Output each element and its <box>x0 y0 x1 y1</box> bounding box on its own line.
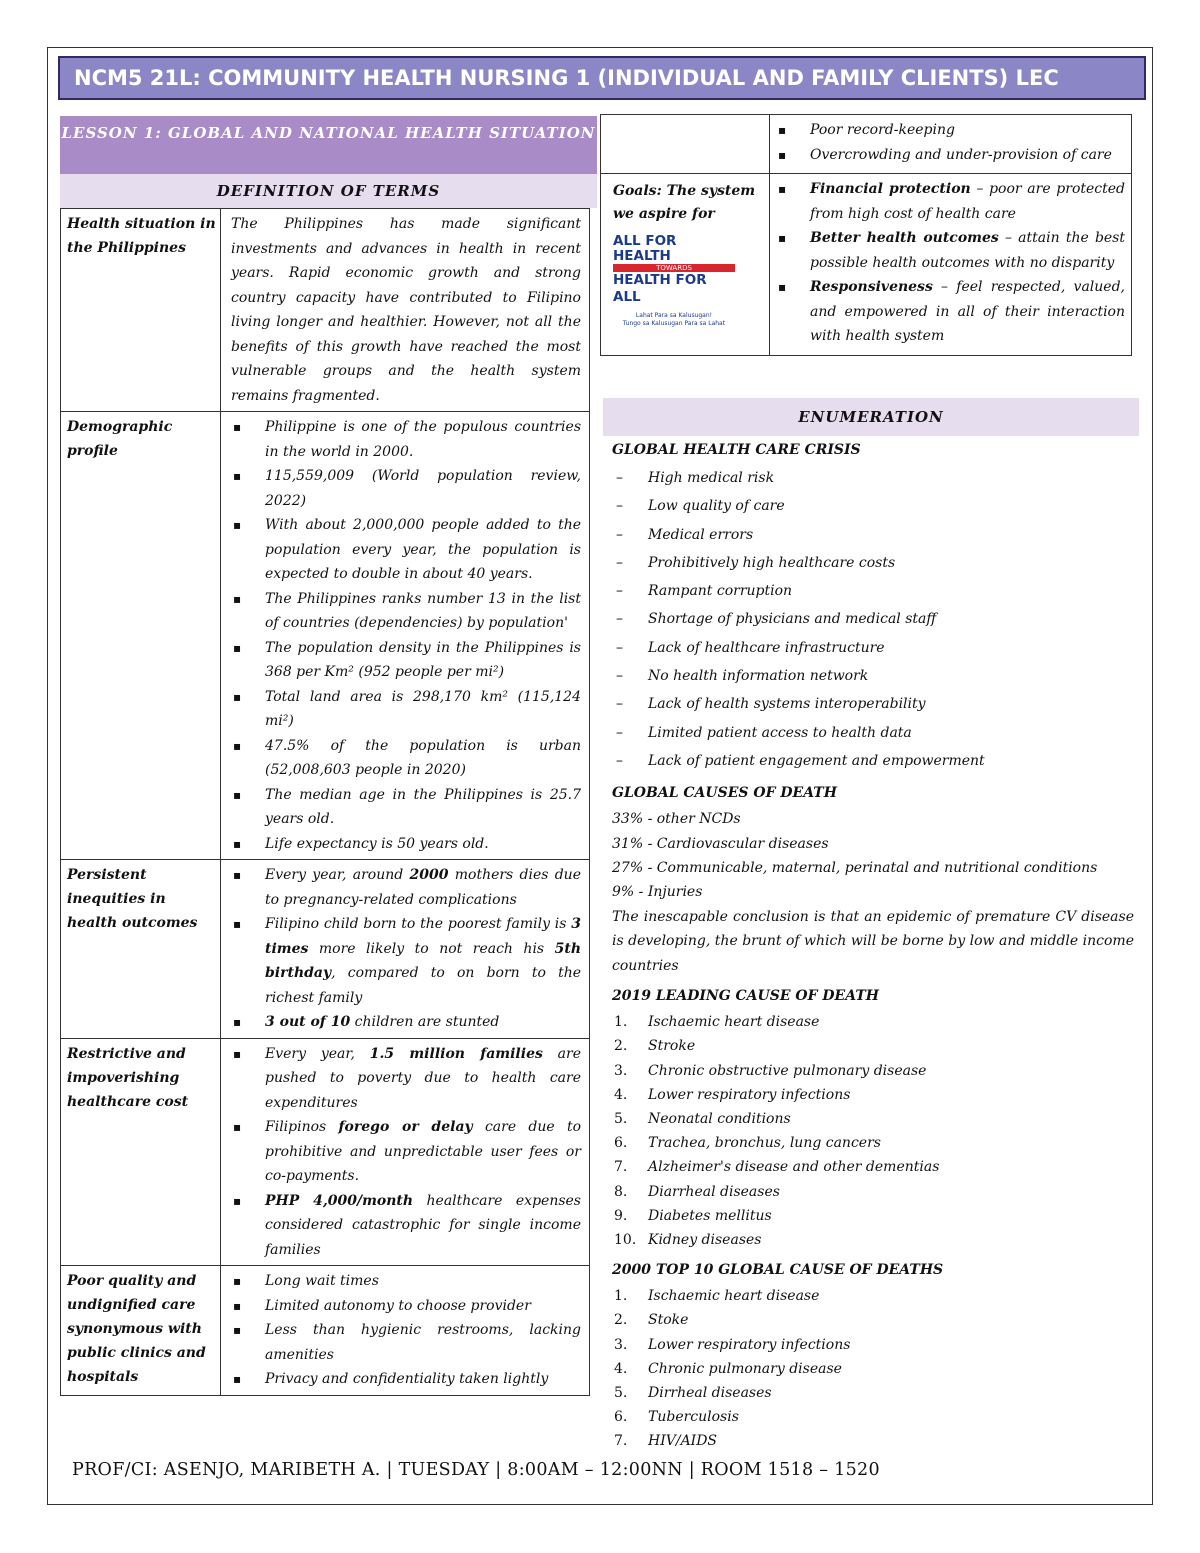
definition-header: DEFINITION OF TERMS <box>60 174 597 208</box>
list-item: 6. Trachea, bronchus, lung cancers <box>614 1135 881 1152</box>
crisis-list <box>612 464 1134 775</box>
section-heading: GLOBAL CAUSES OF DEATH <box>612 785 837 802</box>
definitions-table <box>60 208 590 1396</box>
list-item: ▪ Total land area is 298,170 km² (115,124 mi²) <box>231 685 581 734</box>
list-item: ▪ Limited autonomy to choose provider <box>231 1294 581 1319</box>
list-item: 10. Kidney diseases <box>614 1231 762 1248</box>
list-item: 6. Tuberculosis <box>614 1409 739 1426</box>
list-item: 7. HIV/AIDS <box>614 1433 718 1450</box>
list-item: ▪ Responsiveness – feel respected, valued, and empowered in all of their interaction with health system <box>776 275 1125 349</box>
section-heading: GLOBAL HEALTH CARE CRISIS <box>612 442 861 458</box>
top-2000-list <box>612 1284 1134 1453</box>
list-item: ▪ 3 out of 10 children are stunted <box>231 1010 581 1035</box>
list-item: 1. Ischaemic heart disease <box>614 1014 820 1031</box>
list-item: 2. Stroke <box>614 1038 696 1055</box>
list-item: 9. Diabetes mellitus <box>614 1207 772 1224</box>
list-item: 4. Lower respiratory infections <box>614 1086 851 1103</box>
list-item: ▪ Filipino child born to the poorest family is 3 times more likely to not reach his 5th birthday, compared to on born to the richest family <box>231 912 581 1010</box>
list-item: – Low quality of care <box>612 492 1134 520</box>
def-row-inequities <box>61 860 590 1039</box>
enumeration-section <box>612 436 1134 1454</box>
list-item: ▪ Every year, 1.5 million families are pushed to poverty due to health care expenditures <box>231 1042 581 1116</box>
def-row-health-situation <box>61 209 590 412</box>
course-title: NCM5 21L: COMMUNITY HEALTH NURSING 1 (INDIVIDUAL AND FAMILY CLIENTS) LEC <box>58 56 1146 100</box>
goals-table <box>600 114 1132 356</box>
list-item: ▪ Privacy and confidentiality taken lightly <box>231 1367 581 1392</box>
causes-note: The inescapable conclusion is that an epidemic of premature CV disease is developing, the brunt of which will be borne by low and middle income countries <box>612 908 1134 974</box>
list-item: ▪ With about 2,000,000 people added to the population every year, the population is expected to double in about 40 years. <box>231 513 581 587</box>
list-item: ▪ Filipinos forego or delay care due to prohibitive and unpredictable user fees or co-payments. <box>231 1115 581 1189</box>
list-item: – No health information network <box>612 662 1134 690</box>
list-item: 9% - Injuries <box>612 884 703 901</box>
list-item: 27% - Communicable, maternal, perinatal and nutritional conditions <box>612 860 1098 877</box>
list-item: 31% - Cardiovascular diseases <box>612 835 829 852</box>
list-item: ▪ Every year, around 2000 mothers dies due to pregnancy-related complications <box>231 863 581 912</box>
list-item: ▪ Philippine is one of the populous countries in the world in 2000. <box>231 415 581 464</box>
list-item: ▪ PHP 4,000/month healthcare expenses considered catastrophic for single income families <box>231 1189 581 1263</box>
list-item: ▪ Overcrowding and under-provision of care <box>776 143 1125 168</box>
list-item: 8. Diarrheal diseases <box>614 1183 780 1200</box>
goals-label: Goals: The system we aspire for <box>613 183 756 222</box>
list-item: – Prohibitively high healthcare costs <box>612 549 1134 577</box>
all-for-health-logo: ALL FOR HEALTH TOWARDS HEALTH FOR ALL Lahat Para sa Kalusugan! Tungo sa Kalusugan Para sa Lahat <box>613 234 735 306</box>
list-item: ▪ Long wait times <box>231 1269 581 1294</box>
def-row-cost <box>61 1038 590 1266</box>
def-term: Persistent inequities in health outcomes <box>61 860 221 1039</box>
list-item: 5. Neonatal conditions <box>614 1110 791 1127</box>
list-item: – Lack of health systems interoperability <box>612 690 1134 718</box>
list-item: ▪ Financial protection – poor are protected from high cost of health care <box>776 177 1125 226</box>
list-item: – Shortage of physicians and medical staff <box>612 605 1134 633</box>
enumeration-header: ENUMERATION <box>603 398 1139 436</box>
footer-schedule: PROF/CI: ASENJO, MARIBETH A. | TUESDAY | 8:00AM – 12:00NN | ROOM 1518 – 1520 <box>72 1460 880 1480</box>
def-term: Restrictive and impoverishing healthcare cost <box>61 1038 221 1266</box>
def-text: The Philippines has made significant investments and advances in health in recent years. Rapid economic growth and strong country capacity have contributed to Filipino living longer and healthier. However, not all the benefits of this growth have reached the most vulnerable groups and the health system remains fragmented. <box>221 209 590 412</box>
list-item: 2. Stoke <box>614 1312 689 1329</box>
list-item: – Lack of patient engagement and empowerment <box>612 747 1134 775</box>
def-term: Poor quality and undignified care synonymous with public clinics and hospitals <box>61 1266 221 1396</box>
lesson-title: LESSON 1: GLOBAL AND NATIONAL HEALTH SITUATION <box>60 116 597 174</box>
list-item: ▪ The median age in the Philippines is 25.7 years old. <box>231 783 581 832</box>
section-heading: 2000 TOP 10 GLOBAL CAUSE OF DEATHS <box>612 1262 944 1279</box>
list-item: 3. Lower respiratory infections <box>614 1336 851 1353</box>
def-row-demographic <box>61 412 590 860</box>
list-item: ▪ Better health outcomes – attain the best possible health outcomes with no disparity <box>776 226 1125 275</box>
list-item: ▪ Life expectancy is 50 years old. <box>231 832 581 857</box>
list-item: – Medical errors <box>612 521 1134 549</box>
list-item: ▪ Less than hygienic restrooms, lacking amenities <box>231 1318 581 1367</box>
list-item: ▪ 115,559,009 (World population review, 2022) <box>231 464 581 513</box>
list-item: 5. Dirrheal diseases <box>614 1384 772 1401</box>
list-item: 1. Ischaemic heart disease <box>614 1288 820 1305</box>
list-item: 3. Chronic obstructive pulmonary disease <box>614 1062 927 1079</box>
leading-2019-list <box>612 1010 1134 1252</box>
list-item: ▪ The population density in the Philippines is 368 per Km² (952 people per mi²) <box>231 636 581 685</box>
list-item: – Rampant corruption <box>612 577 1134 605</box>
section-heading: 2019 LEADING CAUSE OF DEATH <box>612 988 879 1005</box>
list-item: ▪ 47.5% of the population is urban (52,008,603 people in 2020) <box>231 734 581 783</box>
def-term: Health situation in the Philippines <box>61 209 221 412</box>
list-item: ▪ Poor record-keeping <box>776 118 1125 143</box>
def-row-quality <box>61 1266 590 1396</box>
def-term: Demographic profile <box>61 412 221 860</box>
list-item: – Lack of healthcare infrastructure <box>612 634 1134 662</box>
list-item: ▪ The Philippines ranks number 13 in the list of countries (dependencies) by population' <box>231 587 581 636</box>
list-item: 7. Alzheimer's disease and other dementias <box>614 1159 940 1176</box>
list-item: 33% - other NCDs <box>612 811 741 828</box>
list-item: 4. Chronic pulmonary disease <box>614 1360 842 1377</box>
list-item: – Limited patient access to health data <box>612 719 1134 747</box>
list-item: – High medical risk <box>612 464 1134 492</box>
demographic-list <box>231 415 581 856</box>
